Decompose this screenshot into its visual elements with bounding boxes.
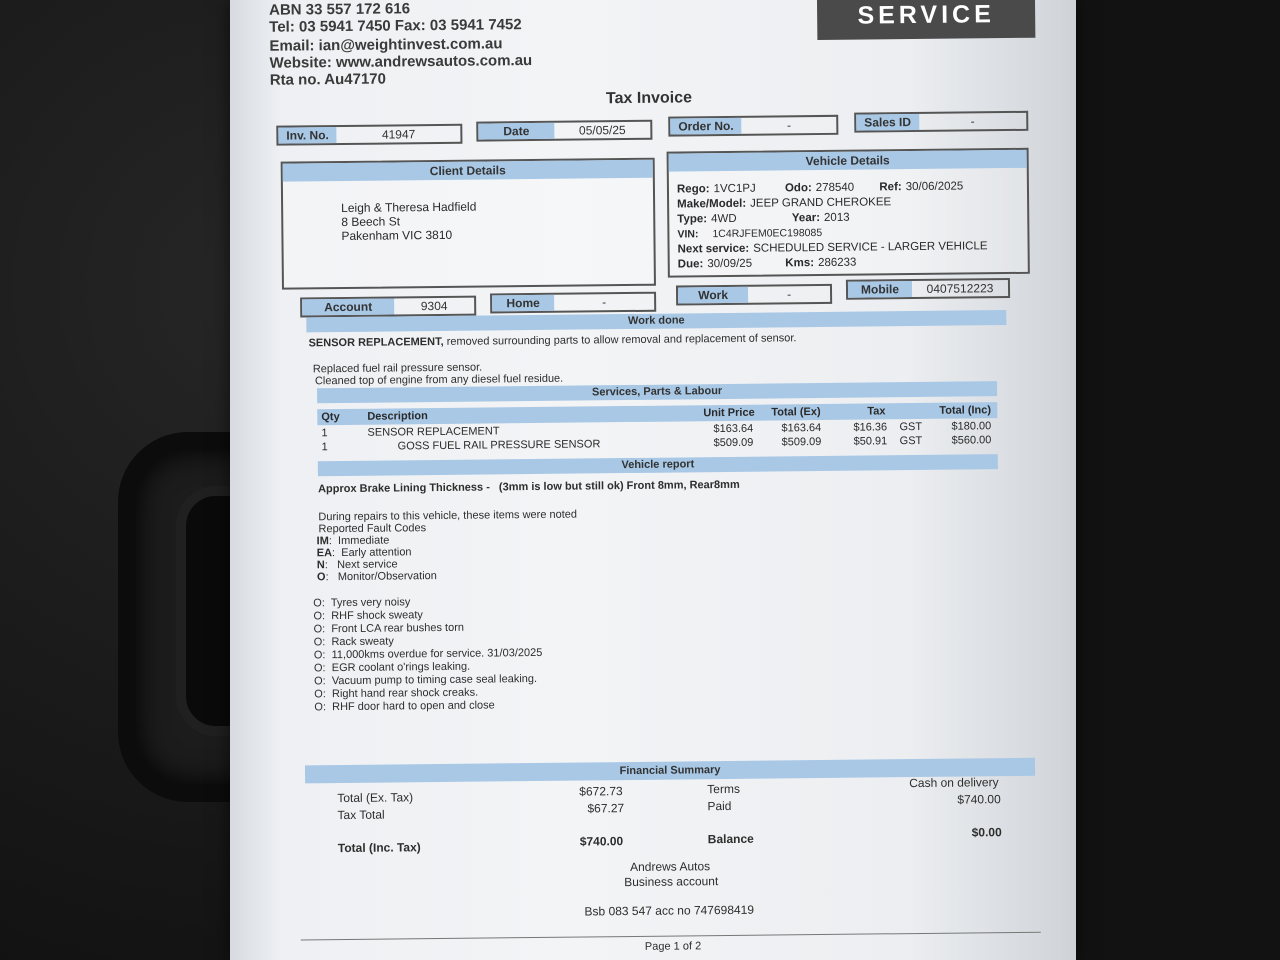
- col-tax: Tax: [867, 405, 886, 418]
- code: N: [316, 559, 325, 572]
- client-name: Leigh & Theresa Hadfield: [341, 199, 477, 216]
- row-description: SENSOR REPLACEMENT: [367, 425, 500, 439]
- row-total-ex: $509.09: [781, 435, 822, 449]
- vehicle-report-heading: Vehicle report: [318, 454, 998, 476]
- account-value: 9304: [420, 298, 448, 314]
- col-total-ex: Total (Ex): [771, 406, 821, 419]
- total-inc-value: $740.00: [579, 834, 624, 849]
- odo-label: Odo:: [784, 182, 812, 195]
- kms-value: 286233: [817, 256, 857, 270]
- mobile-value: 0407512223: [926, 281, 994, 296]
- client-details-panel: [281, 158, 656, 290]
- item-code: O:: [313, 636, 326, 649]
- row-unit-price: $509.09: [713, 436, 754, 450]
- work-done-line-1: [308, 332, 796, 349]
- row-total-inc: $180.00: [951, 420, 992, 433]
- fault-code-n: N: Next service: [316, 558, 398, 572]
- report-item: [313, 622, 464, 636]
- code-desc: Monitor/Observation: [337, 570, 437, 584]
- report-intro: During repairs to this vehicle, these items were noted: [318, 508, 578, 524]
- footer-bank-details: Bsb 083 547 acc no 747698419: [584, 902, 755, 919]
- work-done-detail: removed surrounding parts to allow removal and replacement of sensor.: [443, 332, 797, 348]
- ref-label: Ref:: [879, 181, 902, 194]
- report-item: [314, 699, 495, 713]
- row-qty: 1: [321, 441, 328, 454]
- total-ex-label: Total (Ex. Tax): [337, 790, 414, 806]
- email: Email: ian@weightinvest.com.au: [269, 35, 503, 55]
- home-box: [490, 292, 656, 314]
- report-item: [314, 635, 394, 648]
- invoice-paper: [230, 0, 1076, 960]
- mobile-box: [846, 278, 1010, 300]
- row-gst: GST: [899, 420, 923, 434]
- home-label: Home: [492, 295, 554, 312]
- vehicle-details-heading: Vehicle Details: [669, 150, 1027, 172]
- total-ex-value: $672.73: [579, 784, 623, 799]
- fault-code-ea: EA: Early attention: [316, 546, 412, 560]
- make-value: JEEP GRAND CHEROKEE: [750, 196, 892, 210]
- order-number-value: -: [786, 118, 792, 133]
- page-title: Tax Invoice: [605, 89, 693, 108]
- brake-lining-label: Approx Brake Lining Thickness -: [318, 481, 490, 496]
- vehicle-rego-odo-ref: [677, 180, 963, 195]
- order-number-label: Order No.: [670, 118, 742, 135]
- work-box: [676, 284, 832, 306]
- paid-label: Paid: [707, 798, 732, 814]
- row-total-ex: $163.64: [781, 421, 822, 435]
- rego-value: 1VC1PJ: [713, 182, 756, 196]
- col-total-inc: Total (Inc): [939, 404, 992, 417]
- website: Website: www.andrewsautos.com.au: [269, 52, 533, 72]
- row-description: GOSS FUEL RAIL PRESSURE SENSOR: [397, 438, 601, 453]
- order-number-box: [668, 115, 838, 137]
- tax-total-value: $67.27: [587, 801, 625, 816]
- make-label: Make/Model:: [677, 197, 747, 211]
- financial-summary-heading: Financial Summary: [305, 758, 1035, 784]
- work-done-heading: Work done: [306, 310, 1006, 332]
- date-box: [476, 120, 652, 142]
- code-desc: Early attention: [341, 546, 412, 560]
- vehicle-due-kms: [678, 257, 857, 271]
- date-value: 05/05/25: [578, 123, 626, 138]
- item-text: Rack sweaty: [331, 635, 394, 649]
- footer-business-account: Business account: [624, 874, 719, 890]
- work-done-summary: SENSOR REPLACEMENT,: [308, 335, 444, 350]
- item-text: 11,000kms overdue for service. 31/03/2025: [331, 646, 543, 662]
- item-code: O:: [313, 597, 325, 610]
- invoice-document: [225, 0, 1081, 960]
- item-text: RHF shock sweaty: [331, 609, 423, 623]
- item-text: Right hand rear shock creaks.: [331, 686, 479, 701]
- balance-value: $0.00: [971, 825, 1002, 840]
- due-label: Due:: [677, 258, 704, 271]
- vehicle-type-year: [677, 212, 849, 226]
- sales-id-value: -: [970, 114, 975, 129]
- col-unit-price: Unit Price: [703, 406, 755, 420]
- item-text: EGR coolant o'rings leaking.: [331, 660, 471, 675]
- abn: ABN 33 557 172 616: [268, 0, 411, 19]
- invoice-number-label: Inv. No.: [278, 127, 337, 144]
- next-service-value: SCHEDULED SERVICE - LARGER VEHICLE: [753, 240, 988, 255]
- code: IM: [316, 535, 329, 548]
- row-tax: $50.91: [853, 435, 888, 448]
- row-tax: $16.36: [853, 421, 888, 434]
- row-total-inc: $560.00: [951, 434, 992, 447]
- client-details-heading: Client Details: [283, 160, 653, 182]
- item-code: O:: [313, 610, 326, 623]
- report-item: [314, 647, 543, 661]
- service-badge: SERVICE: [817, 0, 1036, 40]
- fault-code-o: O: Monitor/Observation: [316, 570, 437, 584]
- code: EA: [316, 547, 333, 560]
- terms-value: Cash on delivery: [909, 775, 999, 791]
- type-label: Type:: [677, 213, 708, 226]
- account-box: [300, 296, 476, 318]
- vin-label: VIN:: [677, 228, 699, 241]
- report-item: [314, 687, 478, 701]
- total-inc-label: Total (Inc. Tax): [337, 840, 421, 856]
- footer-business-name: Andrews Autos: [629, 859, 711, 875]
- next-service-label: Next service:: [677, 242, 750, 256]
- work-value: -: [786, 287, 792, 302]
- year-label: Year:: [791, 211, 821, 225]
- fault-code-im: IM: Immediate: [316, 534, 390, 548]
- item-code: O:: [314, 701, 327, 714]
- col-description: Description: [367, 410, 428, 423]
- work-done-line-3: Cleaned top of engine from any diesel fuel residue.: [314, 372, 564, 388]
- vehicle-make-model: [677, 196, 891, 210]
- item-text: Tyres very noisy: [330, 596, 411, 610]
- row-gst: GST: [899, 434, 923, 448]
- footer-rule: [301, 932, 1041, 941]
- page-number: Page 1 of 2: [644, 940, 702, 953]
- row-unit-price: $163.64: [713, 422, 754, 436]
- sales-id-box: [854, 111, 1028, 133]
- mobile-label: Mobile: [848, 281, 912, 298]
- item-code: O:: [313, 649, 326, 662]
- phone-fax: Tel: 03 5941 7450 Fax: 03 5941 7452: [269, 16, 522, 36]
- code-desc: Next service: [336, 558, 398, 572]
- report-item: [314, 673, 537, 687]
- balance-label: Balance: [707, 831, 754, 847]
- col-qty: Qty: [321, 411, 340, 424]
- client-address: [341, 200, 477, 243]
- paid-value: $740.00: [957, 792, 1001, 807]
- item-code: O:: [314, 675, 326, 688]
- item-code: O:: [313, 623, 326, 636]
- report-item: [313, 609, 423, 622]
- brake-lining-line: [318, 479, 740, 495]
- invoice-number-box: [276, 124, 462, 146]
- client-suburb: Pakenham VIC 3810: [341, 227, 453, 244]
- kms-label: Kms:: [785, 257, 815, 270]
- sales-id-label: Sales ID: [856, 114, 919, 131]
- brake-lining-value: (3mm is low but still ok) Front 8mm, Rear8mm: [498, 478, 740, 494]
- item-text: RHF door hard to open and close: [332, 699, 495, 714]
- rego-label: Rego:: [676, 183, 710, 196]
- date-label: Date: [478, 123, 554, 140]
- vehicle-next-service: [678, 240, 988, 255]
- report-item: [313, 596, 410, 609]
- invoice-number-value: 41947: [381, 127, 416, 142]
- terms-label: Terms: [707, 781, 740, 797]
- report-item: [314, 661, 470, 675]
- fault-codes-title: Reported Fault Codes: [318, 522, 427, 536]
- services-heading: Services, Parts & Labour: [317, 381, 997, 403]
- account-label: Account: [302, 298, 394, 315]
- item-code: O:: [313, 662, 326, 675]
- odo-value: 278540: [815, 181, 855, 195]
- vin-value: 1C4RJFEM0EC198085: [712, 226, 823, 241]
- rta-number: Rta no. Au47170: [269, 70, 387, 89]
- code-desc: Immediate: [337, 534, 390, 548]
- vehicle-details-panel: [667, 148, 1030, 278]
- home-value: -: [602, 295, 607, 310]
- tax-total-label: Tax Total: [337, 807, 385, 823]
- client-street: 8 Beech St: [341, 214, 401, 230]
- item-code: O:: [314, 688, 326, 701]
- work-done-line-2: Replaced fuel rail pressure sensor.: [312, 361, 483, 376]
- year-value: 2013: [823, 211, 850, 224]
- row-qty: 1: [321, 427, 328, 440]
- item-text: Front LCA rear bushes torn: [331, 621, 465, 636]
- vehicle-vin: [677, 227, 822, 241]
- type-value: 4WD: [711, 212, 737, 226]
- item-text: Vacuum pump to timing case seal leaking.: [331, 672, 538, 688]
- ref-value: 30/06/2025: [905, 180, 964, 194]
- code: O: [316, 571, 326, 584]
- work-label: Work: [678, 287, 748, 304]
- due-value: 30/09/25: [707, 257, 753, 271]
